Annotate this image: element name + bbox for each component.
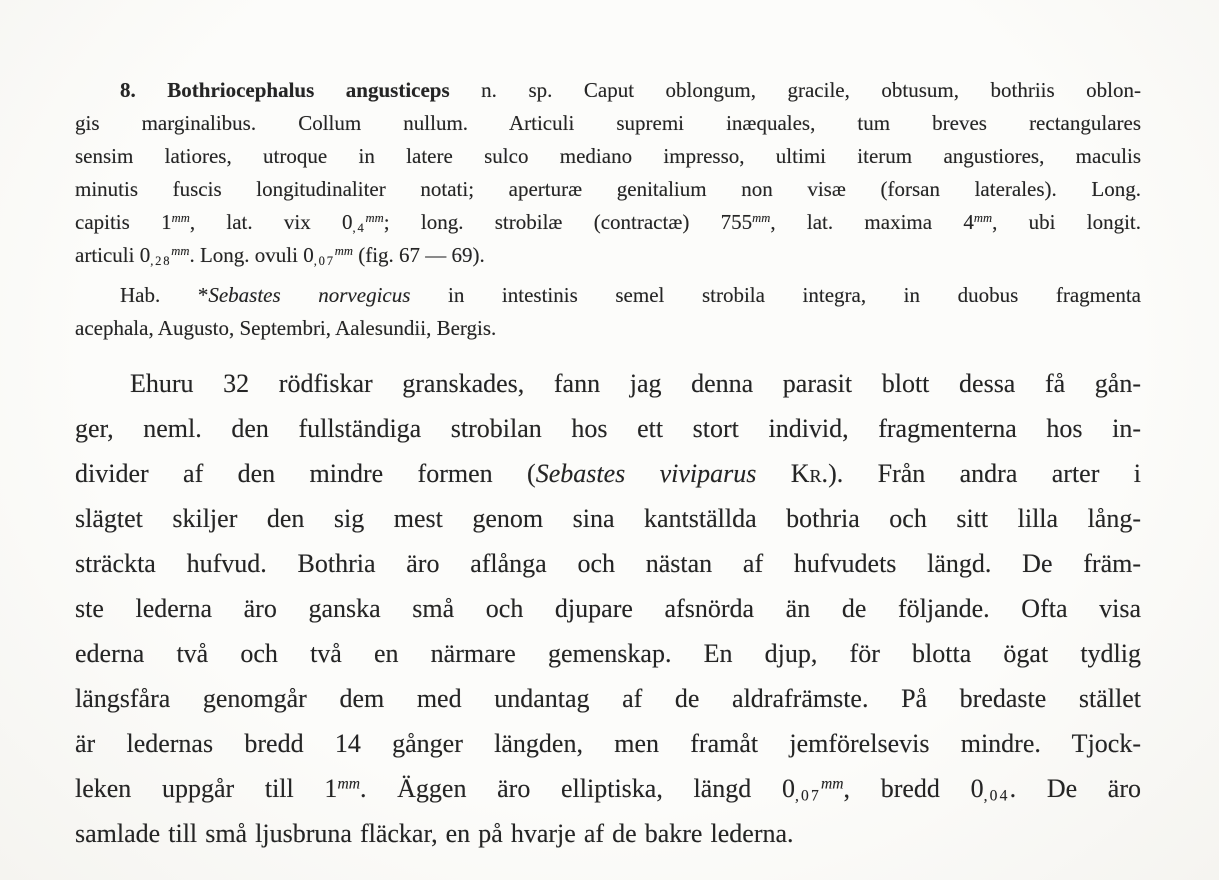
text-line <box>75 279 1141 312</box>
text-line <box>75 676 1141 721</box>
swedish-commentary-paragraph <box>75 361 1141 856</box>
text-line <box>75 721 1141 766</box>
text-line <box>75 541 1141 586</box>
text-segment: minutis fuscis longitudinaliter notati; aperturæ genitalium non visæ (forsan laterales). Long. <box>75 177 1141 201</box>
text-segment: in intestinis semel strobila integra, in duobus fragmenta <box>410 283 1141 307</box>
text-line <box>75 361 1141 406</box>
text-segment: längsfåra genomgår dem med undantag af de aldrafrämste. På bredaste stället <box>75 684 1141 713</box>
text-segment: Hab. * <box>120 283 209 307</box>
text-segment: mm <box>973 211 993 226</box>
text-segment: (fig. 67 — 69). <box>352 243 485 267</box>
text-segment: slägtet skiljer den sig mest genom sina kantställda bothria och sitt lilla lång- <box>75 504 1141 533</box>
text-line <box>75 206 1141 239</box>
text-line <box>75 631 1141 676</box>
text-segment: mm <box>337 775 360 793</box>
text-segment: Sebastes viviparus <box>535 459 757 488</box>
text-segment: . De äro <box>1009 774 1142 803</box>
text-segment: divider af den mindre formen ( <box>75 459 536 488</box>
text-segment: Sebastes norvegicus <box>208 283 411 307</box>
text-line <box>75 173 1141 206</box>
text-segment: ). Från andra arter i <box>828 459 1141 488</box>
text-line <box>75 107 1141 140</box>
text-line <box>75 312 1141 345</box>
text-segment: n. sp. Caput oblongum, gracile, obtusum, bothriis oblon- <box>449 78 1141 102</box>
text-segment: mm <box>821 775 844 793</box>
text-segment: mm <box>365 211 384 226</box>
text-segment: capitis 1 <box>75 210 172 234</box>
text-segment: Ehuru 32 rödfiskar granskades, fann jag denna parasit blott dessa få gån- <box>130 369 1141 398</box>
text-segment: mm <box>171 244 190 259</box>
text-segment: mm <box>171 211 190 226</box>
text-segment: sensim latiores, utroque in latere sulco mediano impresso, ultimi iterum angustiores, maculis <box>75 144 1141 168</box>
text-segment: ; long. strobilæ (contractæ) 755 <box>383 210 753 234</box>
text-segment: , lat. maxima 4 <box>770 210 974 234</box>
text-segment: , bredd 0 <box>843 774 984 803</box>
page-content <box>75 74 1141 856</box>
text-segment: , ubi longit. <box>992 210 1142 234</box>
text-line <box>75 406 1141 451</box>
text-segment: ,07 <box>313 253 335 268</box>
text-segment: ,04 <box>983 787 1010 805</box>
text-segment: ,07 <box>794 787 821 805</box>
text-segment <box>756 459 790 488</box>
text-line <box>75 586 1141 631</box>
text-segment: . Äggen äro elliptiska, längd 0 <box>359 774 795 803</box>
text-segment: samlade till små ljusbruna fläckar, en på hvarje af de bakre lederna. <box>75 819 794 848</box>
text-segment: mm <box>752 211 771 226</box>
text-segment: Kr. <box>790 459 829 488</box>
text-segment: ederna två och två en närmare gemenskap. En djup, för blotta ögat tydlig <box>75 639 1141 668</box>
text-segment: , lat. vix 0 <box>189 210 353 234</box>
text-segment: ,28 <box>150 253 172 268</box>
text-line <box>75 140 1141 173</box>
text-segment: leken uppgår till 1 <box>75 774 338 803</box>
text-segment: ste lederna äro ganska små och djupare afsnörda än de följande. Ofta visa <box>75 594 1141 623</box>
text-segment: . Long. ovuli 0 <box>189 243 314 267</box>
text-line <box>75 766 1141 811</box>
text-segment: acephala, Augusto, Septembri, Aalesundii, Bergis. <box>75 316 497 340</box>
text-segment: 8. Bothriocephalus angusticeps <box>120 78 450 102</box>
text-segment: articuli 0 <box>75 243 151 267</box>
text-segment: mm <box>334 244 353 259</box>
text-line <box>75 74 1141 107</box>
text-line <box>75 811 1141 856</box>
text-line <box>75 451 1141 496</box>
text-line <box>75 496 1141 541</box>
text-line <box>75 239 1141 272</box>
text-segment: gis marginalibus. Collum nullum. Articuli supremi inæquales, tum breves rectangulares <box>75 111 1141 135</box>
latin-diagnosis-paragraph <box>75 74 1141 272</box>
habitat-paragraph <box>75 279 1141 345</box>
text-segment: ,4 <box>352 220 366 235</box>
text-segment: sträckta hufvud. Bothria äro aflånga och nästan af hufvudets längd. De främ- <box>75 549 1141 578</box>
text-segment: är ledernas bredd 14 gånger längden, men framåt jemförelsevis mindre. Tjock- <box>75 729 1141 758</box>
text-segment: ger, neml. den fullständiga strobilan hos ett stort individ, fragmenterna hos in- <box>75 414 1141 443</box>
